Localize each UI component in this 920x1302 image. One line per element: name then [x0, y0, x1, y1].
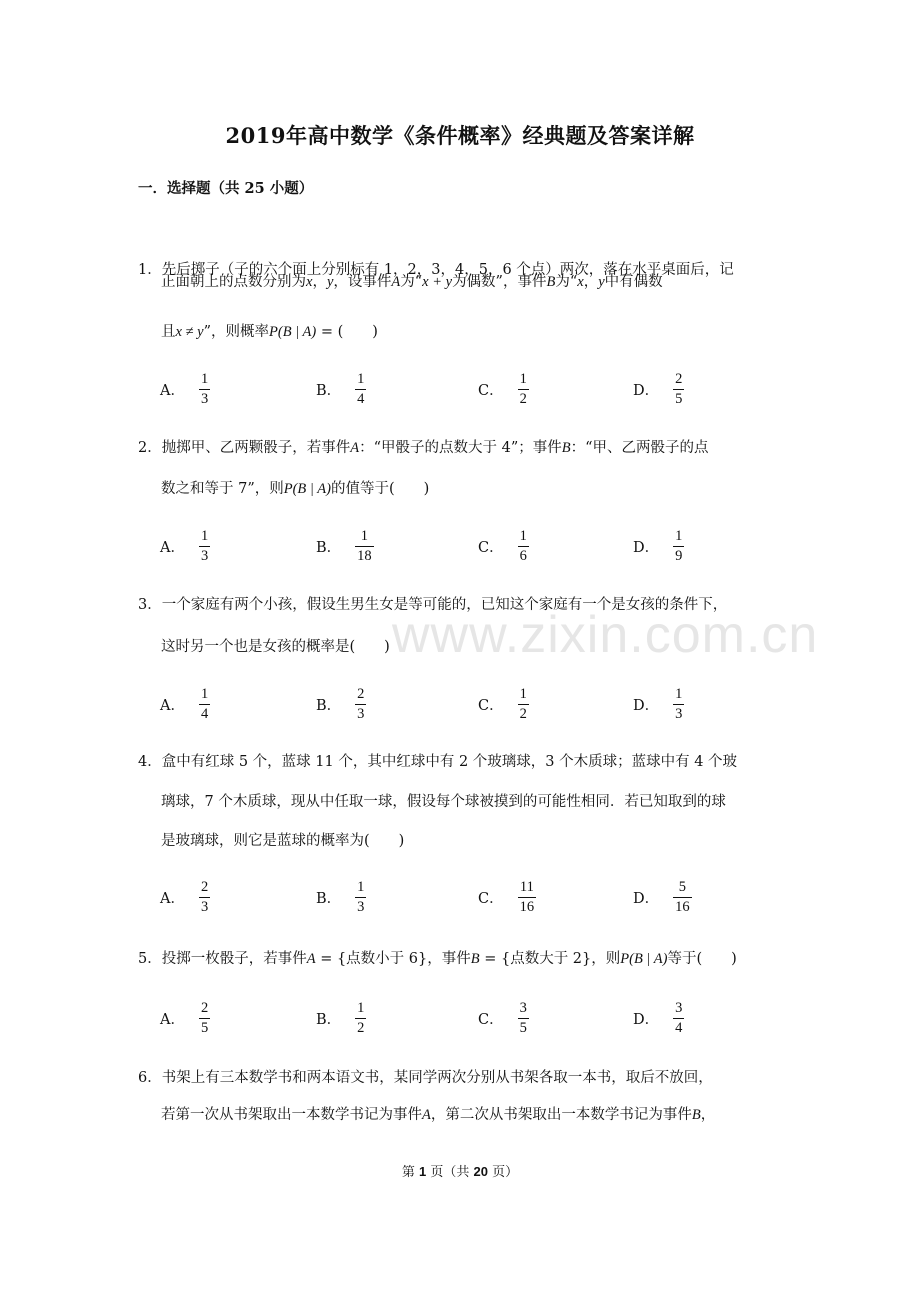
fraction-bar [355, 704, 366, 705]
fraction [355, 686, 366, 723]
denominator: 6 [519, 548, 527, 564]
q2-option-d [633, 528, 684, 565]
q5-line1: 5．投掷一枚骰子，若事件A = {点数小于 6}，事件B = {点数大于 2}，则P(B | A)等于( ) [138, 951, 737, 967]
fraction [355, 371, 366, 408]
numerator: 2 [357, 686, 365, 702]
option-letter: C． [478, 1012, 504, 1028]
numerator: 1 [675, 528, 683, 544]
q4-option-a [160, 879, 210, 916]
fraction [518, 879, 537, 916]
fraction-bar [355, 897, 366, 898]
option-letter: A． [160, 540, 185, 556]
section-heading: 一．选择题（共 25 小题） [138, 180, 314, 197]
denominator: 4 [675, 1020, 683, 1036]
q1-line2: 正面朝上的点数分别为x，y，设事件A为“x + y为偶数”，事件B为“x，y中有偶数 [161, 274, 663, 290]
q1-line3: 且x ≠ y”，则概率P(B | A) = ( ) [161, 324, 378, 340]
q4-line1: 4．盒中有红球 5 个，蓝球 11 个，其中红球中有 2 个玻璃球，3 个木质球；蓝球中有 4 个玻 [138, 754, 738, 770]
denominator: 3 [675, 706, 683, 722]
fraction-bar [355, 1018, 366, 1019]
fraction [199, 371, 210, 408]
option-letter: C． [478, 540, 504, 556]
fraction [199, 686, 210, 723]
fraction [673, 371, 684, 408]
fraction-bar [673, 897, 692, 898]
fraction-bar [518, 389, 529, 390]
option-letter: D． [633, 540, 660, 556]
document-title: 2019年高中数学《条件概率》经典题及答案详解 [225, 123, 695, 148]
denominator: 18 [357, 548, 372, 564]
numerator: 3 [519, 1000, 527, 1016]
denominator: 16 [519, 899, 535, 915]
q5-option-c [478, 1000, 529, 1037]
fraction-bar [673, 546, 684, 547]
fraction [199, 879, 210, 916]
q2-option-c [478, 528, 529, 565]
q1-option-b [316, 371, 366, 408]
fraction [518, 1000, 529, 1037]
option-letter: C． [478, 698, 504, 714]
numerator: 1 [519, 371, 527, 387]
q3-option-a [160, 686, 210, 723]
numerator: 1 [357, 371, 365, 387]
fraction [518, 371, 529, 408]
watermark: www.zixin.com.cn [392, 606, 819, 664]
denominator: 3 [200, 899, 209, 915]
q5-option-b [316, 1000, 366, 1037]
denominator: 3 [200, 548, 209, 564]
denominator: 4 [357, 391, 365, 407]
q6-line1: 6．书架上有三本数学书和两本语文书，某同学两次分别从书架各取一本书，取后不放回， [138, 1070, 713, 1086]
numerator: 1 [200, 371, 209, 387]
fraction-bar [518, 546, 529, 547]
q2-line1: 2．抛掷甲、乙两颗骰子，若事件A：“甲骰子的点数大于 4”；事件B：“甲、乙两骰子的点 [138, 440, 709, 456]
numerator: 1 [200, 686, 209, 702]
numerator: 1 [675, 686, 683, 702]
fraction-bar [673, 1018, 684, 1019]
numerator: 2 [200, 1000, 209, 1016]
numerator: 2 [675, 371, 683, 387]
fraction-bar [673, 389, 684, 390]
option-letter: D． [633, 1012, 660, 1028]
fraction [518, 528, 529, 565]
denominator: 4 [200, 706, 209, 722]
fraction-bar [355, 389, 366, 390]
option-letter: B． [316, 1012, 342, 1028]
numerator: 3 [675, 1000, 683, 1016]
q3-option-d [633, 686, 684, 723]
numerator: 1 [519, 528, 527, 544]
fraction [673, 528, 684, 565]
option-letter: B． [316, 540, 342, 556]
numerator: 5 [678, 879, 687, 895]
option-letter: D． [633, 383, 660, 399]
denominator: 9 [675, 548, 683, 564]
denominator: 3 [357, 706, 365, 722]
option-letter: C． [478, 891, 504, 907]
option-letter: B． [316, 383, 342, 399]
fraction [199, 1000, 210, 1037]
denominator: 3 [357, 899, 365, 915]
fraction [673, 879, 692, 916]
denominator: 5 [519, 1020, 527, 1036]
fraction-bar [199, 389, 210, 390]
q4-option-b [316, 879, 366, 916]
denominator: 3 [200, 391, 209, 407]
denominator: 2 [357, 1020, 365, 1036]
q2-option-a [160, 528, 210, 565]
option-letter: A． [160, 383, 185, 399]
denominator: 16 [675, 899, 690, 915]
fraction [355, 1000, 366, 1037]
fraction [673, 1000, 684, 1037]
page-total: 20 [473, 1164, 488, 1179]
option-letter: B． [316, 891, 342, 907]
numerator: 11 [519, 879, 534, 895]
fraction-bar [518, 704, 529, 705]
fraction-bar [199, 546, 210, 547]
fraction-bar [199, 1018, 210, 1019]
option-letter: D． [633, 698, 660, 714]
q5-option-d [633, 1000, 684, 1037]
option-letter: A． [160, 698, 185, 714]
q4-option-c [478, 879, 536, 916]
fraction-bar [355, 546, 374, 547]
denominator: 5 [675, 391, 683, 407]
fraction [199, 528, 210, 565]
q1-option-d [633, 371, 684, 408]
q3-option-b [316, 686, 366, 723]
q2-line2: 数之和等于 7”，则P(B | A)的值等于( ) [161, 481, 430, 497]
numerator: 1 [200, 528, 209, 544]
q4-line3: 是玻璃球，则它是蓝球的概率为( ) [161, 833, 405, 849]
q3-option-c [478, 686, 529, 723]
denominator: 5 [200, 1020, 209, 1036]
option-letter: A． [160, 891, 185, 907]
q3-line1: 3．一个家庭有两个小孩，假设生男生女是等可能的，已知这个家庭有一个是女孩的条件下， [138, 597, 728, 613]
numerator: 1 [360, 528, 369, 544]
q3-line2: 这时另一个也是女孩的概率是( ) [161, 639, 390, 655]
fraction [518, 686, 529, 723]
fraction [355, 879, 366, 916]
fraction-bar [673, 704, 684, 705]
fraction [355, 528, 374, 565]
option-letter: C． [478, 383, 504, 399]
q5-option-a [160, 1000, 210, 1037]
numerator: 1 [519, 686, 527, 702]
q6-line2: 若第一次从书架取出一本数学书记为事件A，第二次从书架取出一本数学书记为事件B， [161, 1107, 716, 1123]
q1-option-c [478, 371, 529, 408]
fraction-bar [199, 897, 210, 898]
denominator: 2 [519, 391, 527, 407]
page-footer: 第 1 页（共 20 页） [401, 1164, 519, 1180]
option-letter: D． [633, 891, 660, 907]
q1-line1: 1．先后掷子（子的六个面上分别标有 1，2，3，4，5，6 个点）两次，落在水平桌面后，记 [138, 262, 734, 278]
fraction-bar [518, 897, 537, 898]
numerator: 1 [357, 1000, 365, 1016]
q4-option-d [633, 879, 692, 916]
page-number: 1 [419, 1164, 427, 1179]
numerator: 2 [200, 879, 209, 895]
fraction [673, 686, 684, 723]
q4-line2: 璃球，7 个木质球，现从中任取一球，假设每个球被摸到的可能性相同．若已知取到的球 [161, 794, 726, 810]
q1-option-a [160, 371, 210, 408]
numerator: 1 [357, 879, 365, 895]
option-letter: B． [316, 698, 342, 714]
option-letter: A． [160, 1012, 185, 1028]
denominator: 2 [519, 706, 527, 722]
q2-option-b [316, 528, 374, 565]
fraction-bar [199, 704, 210, 705]
fraction-bar [518, 1018, 529, 1019]
